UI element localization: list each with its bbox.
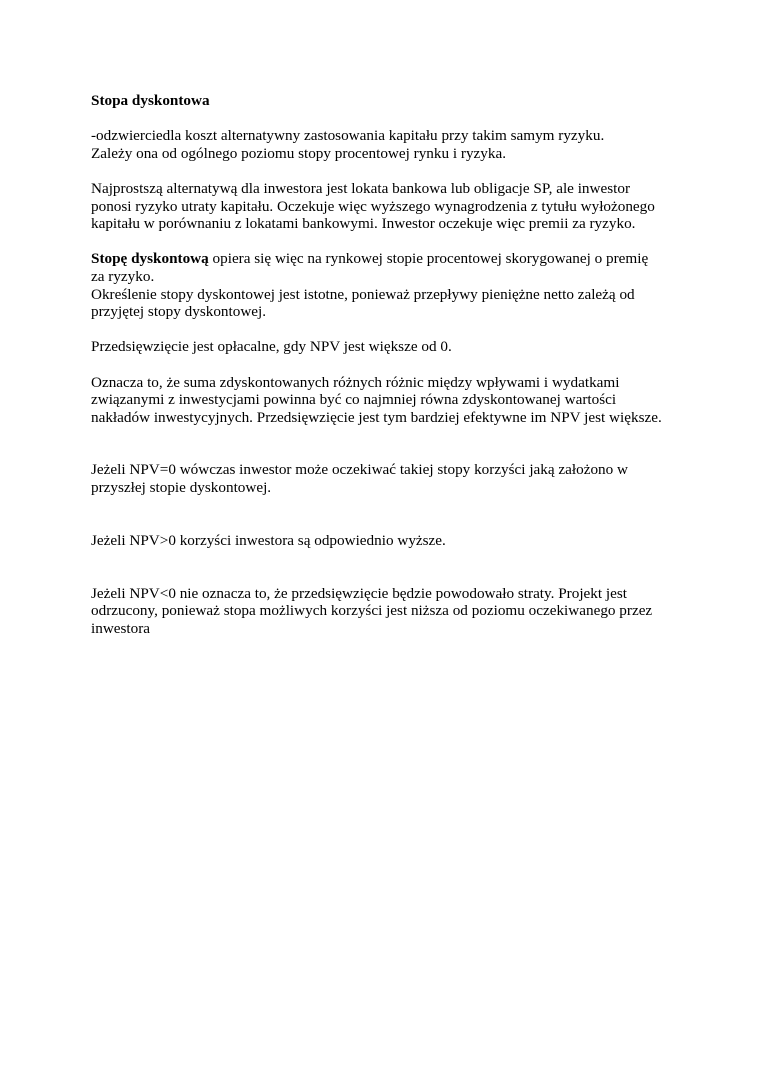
spacer: [91, 110, 681, 128]
paragraph-npv-positive: [91, 532, 681, 550]
paragraph-line: Zależy ona od ogólnego poziomu stopy procentowej rynku i ryzyka.: [91, 144, 507, 162]
bold-term: Stopę dyskontową: [91, 250, 209, 268]
document-page: [91, 92, 681, 637]
paragraph-line: nakładów inwestycyjnych. Przedsięwzięcie jest tym bardziej efektywne im NPV jest większe.: [91, 408, 662, 426]
paragraph-line: przyszłej stopie dyskontowej.: [91, 479, 272, 497]
paragraph-definition: [91, 127, 681, 162]
paragraph-alternative: [91, 180, 681, 233]
spacer: [91, 162, 681, 180]
spacer: [91, 356, 681, 374]
paragraph-line: [91, 250, 681, 268]
document-heading: [91, 92, 681, 110]
paragraph-line: Jeżeli NPV<0 nie oznacza to, że przedsięwzięcie będzie powodowało straty. Projekt jest: [91, 584, 627, 602]
paragraph-line: ponosi ryzyko utraty kapitału. Oczekuje więc wyższego wynagrodzenia z tytułu wyłożonego: [91, 197, 655, 215]
paragraph-line: Określenie stopy dyskontowej jest istotne, ponieważ przepływy pieniężne netto zależą od: [91, 285, 635, 303]
paragraph-line: Przedsięwzięcie jest opłacalne, gdy NPV jest większe od 0.: [91, 338, 452, 356]
paragraph-line: związanymi z inwestycjami powinna być co najmniej równa zdyskontowanej wartości: [91, 391, 617, 409]
paragraph-line: Oznacza to, że suma zdyskontowanych różnych różnic między wpływami i wydatkami: [91, 373, 620, 391]
paragraph-profitability: [91, 338, 681, 356]
paragraph-line: za ryzyko.: [91, 267, 155, 285]
spacer: [91, 321, 681, 339]
paragraph-npv-negative: [91, 585, 681, 638]
paragraph-discount-rate: [91, 250, 681, 320]
paragraph-line: Najprostszą alternatywą dla inwestora jest lokata bankowa lub obligacje SP, ale inwestor: [91, 179, 630, 197]
paragraph-line: -odzwierciedla koszt alternatywny zastosowania kapitału przy takim samym ryzyku.: [91, 127, 605, 145]
paragraph-line: Jeżeli NPV=0 wówczas inwestor może oczekiwać takiej stopy korzyści jaką założono w: [91, 461, 628, 479]
paragraph-meaning: [91, 374, 681, 427]
spacer: [91, 233, 681, 251]
paragraph-line: Jeżeli NPV>0 korzyści inwestora są odpowiednio wyższe.: [91, 531, 446, 549]
paragraph-line: inwestora: [91, 619, 151, 637]
paragraph-line: odrzucony, ponieważ stopa możliwych korzyści jest niższa od poziomu oczekiwanego przez: [91, 602, 653, 620]
paragraph-line: kapitału w porównaniu z lokatami bankowymi. Inwestor oczekuje więc premii za ryzyko.: [91, 215, 636, 233]
paragraph-text: opiera się więc na rynkowej stopie procentowej skorygowanej o premię: [208, 250, 649, 268]
paragraph-line: przyjętej stopy dyskontowej.: [91, 303, 267, 321]
spacer: [91, 549, 681, 584]
heading-text: Stopa dyskontowa: [91, 92, 210, 109]
spacer: [91, 497, 681, 532]
paragraph-npv-zero: [91, 461, 681, 496]
spacer: [91, 426, 681, 461]
